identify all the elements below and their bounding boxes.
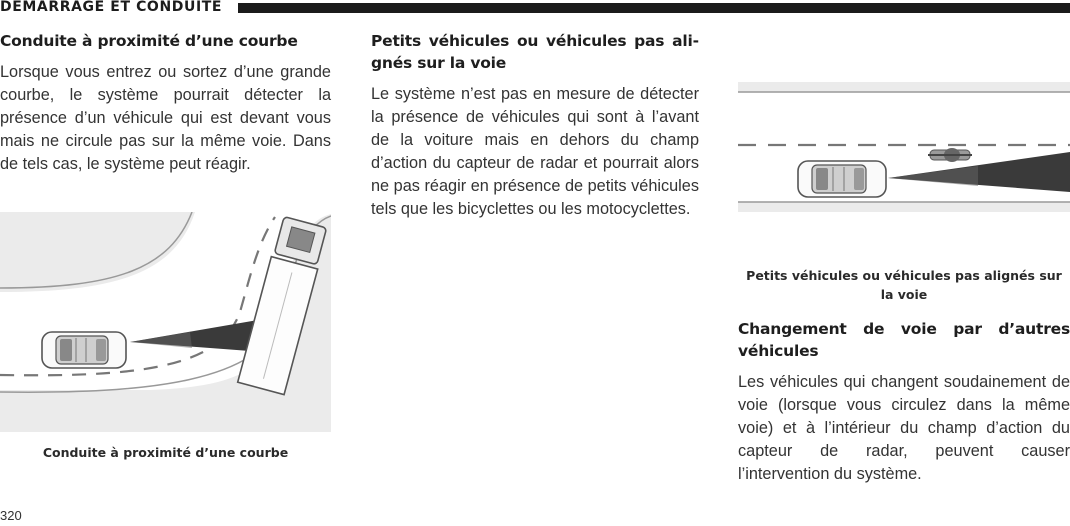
header-rule <box>238 3 1070 13</box>
motorcycle-icon <box>928 148 972 162</box>
figure-small-vehicles <box>738 82 1070 212</box>
section-curve <box>0 30 331 176</box>
section-small-heading: Petits véhicules ou véhicules pas alignés sur la voie <box>371 32 699 72</box>
page-number: 320 <box>0 508 22 523</box>
car-icon <box>42 332 126 368</box>
section-lane-change-body: Les véhicules qui changent soudainement de voie (lorsque vous circulez dans la même voie) et à l’intérieur du champ d’action du capteur de radar, peuvent causer l’intervention du système. <box>738 373 1070 483</box>
section-lane-change-heading: Changement de voie par d’autres véhicules <box>738 320 1070 360</box>
header-title: DÉMARRAGE ET CONDUITE <box>0 0 234 15</box>
page-header <box>0 0 1070 20</box>
section-curve-heading: Conduite à proximité d’une courbe <box>0 32 298 50</box>
figure-curve-caption: Conduite à proximité d’une courbe <box>42 445 289 460</box>
section-lane-change <box>738 318 1070 486</box>
straight-road-illustration <box>738 82 1070 212</box>
section-curve-body: Lorsque vous entrez ou sortez d’une grande courbe, le système pourrait détecter la présence d’un véhicule qui est devant vous mais ne circule pas sur la même voie. Dans de tels cas, le système peut réagir. <box>0 63 331 173</box>
figure-curve <box>0 212 331 432</box>
car-icon <box>798 161 886 197</box>
section-small-body: Le système n’est pas en mesure de détecter la présence de véhicules qui sont à l’avant de la voiture mais en dehors du champ d’action du capteur de radar et pourrait alors ne pas réagir en présence de petits véhicules tels que les bicyclettes ou les motocyclettes. <box>371 85 699 218</box>
figure-small-caption: Petits véhicules ou véhicules pas alignés sur la voie <box>746 268 1062 302</box>
curve-road-illustration <box>0 212 331 432</box>
section-small-vehicles <box>371 30 699 221</box>
